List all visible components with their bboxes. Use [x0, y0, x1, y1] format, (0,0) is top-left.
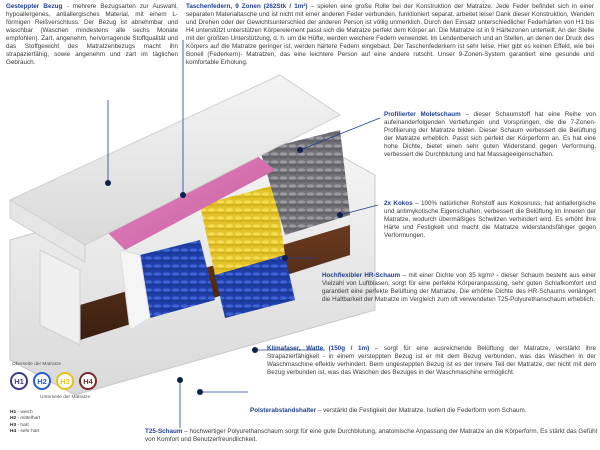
section-moletschaum	[384, 111, 596, 159]
section-text: – verstärkt die Festigkeit der Matratze. Isoliert die Federform vom Schaum.	[317, 407, 527, 414]
bottom-side-label: Unterseite der Matratze	[40, 395, 91, 400]
section-gesteppter-bezug	[6, 3, 178, 67]
hardness-badge-h2: H2	[33, 372, 51, 390]
section-text: – hochwertiger Polyurethanschaum sorgt für eine gute Durchblutung, anatomische Anpassung der Matratze an die Körperform. Es stärkt das Gefühl von Komfort und Benutzerfreundlichkeit.	[145, 428, 597, 444]
section-title: Polsterabstandshalter	[250, 407, 317, 414]
hardness-legend	[10, 410, 40, 436]
section-title: Profilierter Moletschaum	[384, 111, 461, 118]
section-klimafaser	[267, 345, 596, 377]
hardness-badge-h4: H4	[79, 372, 97, 390]
legend-item: H1 - weich	[10, 410, 33, 415]
section-hr-schaum	[322, 272, 596, 304]
section-title: Gesteppter Bezug	[6, 3, 63, 10]
section-kokos	[384, 200, 596, 240]
legend-item: H3 - hart	[10, 422, 29, 428]
section-title: T25-Schaum	[145, 428, 183, 435]
section-title: Taschenfedern, 9 Zonen (262Stk / 1m²)	[186, 3, 308, 10]
section-text: – 100% natürlicher Rohstoff aus Kokosnuss, hat antiallergische und antimykotische Eigenschaften, verbessert die Belüftung im Inneren der Matratze, wodurch übermäßiges Schwitzen verhindert wird. Es erhöht ihre Härte und Festigkeit und macht die Matratze widerstandsfähiger gegen Verformungen.	[384, 200, 597, 240]
section-text: – mit einer Dichte von 35 kg/m³ - dieser Schaum besteht aus einer Vielzahl von Luftblasen, sorgt für eine perfekte Körperanpassung, sehr guten Schlafkomfort und garantiert eine perfekte Belüftung der Matratze. Die erhöhte Dichte des HR-Schaums verlängert die Haltbarkeit der Matratze im Vergleich zum oft verwendeten T25-Polyurethanschaum erheblich.	[322, 272, 597, 304]
legend-item: H2 - mittelhart	[10, 416, 41, 422]
section-text: - mehrere Bezugsarten zur Auswahl, hypoallergenes, antiallergisches Material, mit einem L-förmigen Reißverschluss. Der Bezug ist abnehmbar und waschbar (Waschen mindestens alle sechs Monate empfohlen). Zart, angenehm, hervorragende Stoffqualität und das Stoffgewicht des Matratzenbezugs macht ihn strapazierfähig, sowie angenehm und zart im täglichen Gebrauch.	[6, 3, 178, 67]
hardness-badge-h3: H3	[56, 372, 74, 390]
section-title: Klimafaser, Watte (150g / 1m)	[267, 345, 370, 352]
section-polster	[250, 407, 596, 415]
section-text: – sorgt für eine ausreichende Belüftung der Matratze, verstärkt ihre Strapazierfähigkeit - in einem versteppten Bezug ist er mit dem Bezug verbunden, was das Waschen in der Waschmaschine effektiv verhindert. Beim ungesteppten Bezug ist es der innere Teil der Matratze, der nicht mit dem Bezug verbunden ist, was das Waschen des Bezuges in der Waschmaschine ermöglicht.	[267, 345, 597, 377]
top-side-label: Oberseite der Matratze	[12, 362, 62, 367]
section-text: – spielen eine große Rolle bei der Konstruktion der Matratze. Jede Feder befindet sich in einer separaten Materialtasche und ist nicht mit einer anderen Feder verbunden, funktioniert separat, arbeitet leise! Dank dieser Konstruktion, Wenden und Drehen oder der Gewichtsunterschied der anderen Person ist völlig unmerklich. Durch den Einsatz unterschiedlicher Federhärten von H1 bis H4 unterstützt unterstützen Körperelement passt sich die Matratze perfekt dem Körper an. Die Matratze ist in 9 Härtezonen unterteilt. An der Stelle mit der größten Unterstützung, d. h. um die Hüfte, werden weichere Federn verwendet. Im Lendenbereich und an Stellen, an denen der Druck des Körpers auf die Matratze geringer ist, werden härtere Federn eingebaut. Der Taschenfederkern ist sehr leise. Hier gibt es keinen Effekt, wie bei Bonell (Federkern)- Matratzen, das eine leichtere Person auf eine andere rutscht. Unser 9-Zonen-System garantiert eine gesunde und komfortable Erholung.	[186, 3, 594, 67]
section-taschenfedern	[186, 3, 594, 67]
section-t25-schaum	[145, 428, 597, 444]
hardness-badge-h1: H1	[10, 372, 28, 390]
section-text: – dieser Schaumstoff hat eine Reihe von aufeinanderfolgenden Vertiefungen und Vorsprüngen, die die 7-Zonen-Profilierung der Matratze bilden. Dieser Schaum verbessert die Belüftung der Matratze erheblich. Passt sich perfekt der Körperform an. Es hat eine hohe Dichte, bietet einen sehr guten Widerstand gegen Verformung, verbessert die Durchblutung und hat Massageeigenschaften.	[384, 111, 596, 159]
section-title: Hochflexibler HR-Schaum	[322, 272, 401, 279]
section-title: 2x Kokos	[384, 200, 413, 207]
legend-item: H4 - sehr hart	[10, 429, 40, 435]
